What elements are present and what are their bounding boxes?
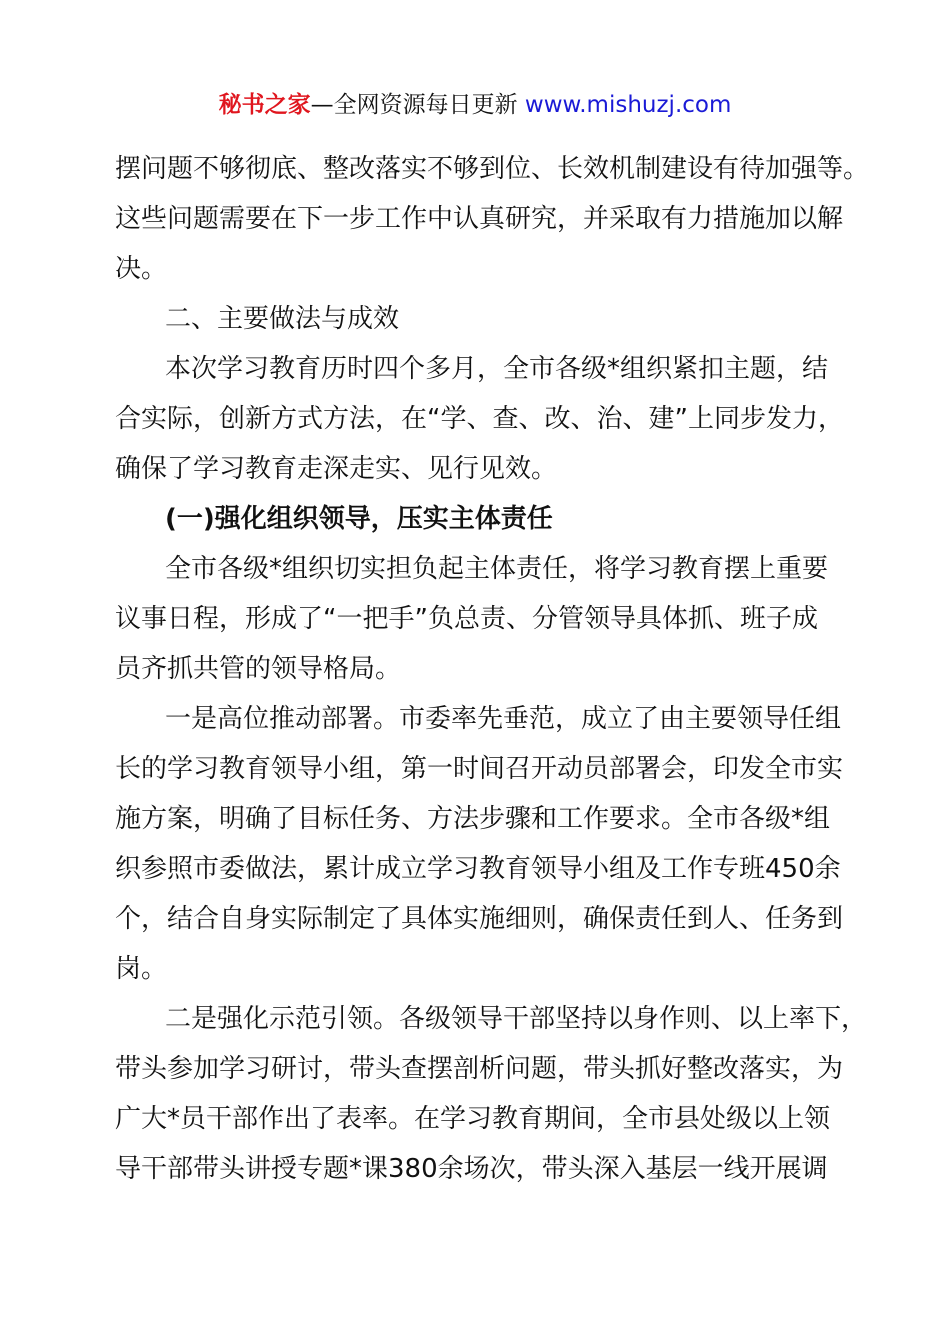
text-line: 一是高位推动部署。市委率先垂范，成立了由主要领导任组 xyxy=(165,704,842,734)
text-line: 施方案，明确了目标任务、方法步骤和工作要求。全市各级*组 xyxy=(115,804,831,834)
text-line: 全市各级*组织切实担负起主体责任，将学习教育摆上重要 xyxy=(165,554,829,584)
text-line: 广大*员干部作出了表率。在学习教育期间，全市县处级以上领 xyxy=(115,1104,831,1134)
section-heading: 二、主要做法与成效 xyxy=(165,304,400,334)
text-line: 决。 xyxy=(115,254,168,284)
text-line: 长的学习教育领导小组，第一时间召开动员部署会，印发全市实 xyxy=(115,754,844,784)
header-tagline: —全网资源每日更新 xyxy=(310,92,525,118)
text-line: 岗。 xyxy=(115,954,168,984)
text-line: 议事日程，形成了“一把手”负总责、分管领导具体抓、班子成 xyxy=(115,604,818,634)
text-line: 合实际，创新方式方法，在“学、查、改、治、建”上同步发力， xyxy=(115,404,844,434)
text-line: 二是强化示范引领。各级领导干部坚持以身作则、以上率下， xyxy=(165,1004,868,1034)
document-body xyxy=(115,144,870,1194)
text-line: 摆问题不够彻底、整改落实不够到位、长效机制建设有待加强等。 xyxy=(115,154,870,184)
page-header xyxy=(0,88,950,122)
text-line: 织参照市委做法，累计成立学习教育领导小组及工作专班450余 xyxy=(115,854,841,884)
text-line: 带头参加学习研讨，带头查摆剖析问题，带头抓好整改落实，为 xyxy=(115,1054,844,1084)
brand-name: 秘书之家 xyxy=(218,92,311,118)
text-line: 个，结合自身实际制定了具体实施细则，确保责任到人、任务到 xyxy=(115,904,844,934)
text-line: 员齐抓共管的领导格局。 xyxy=(115,654,402,684)
website-link[interactable]: www.mishuzj.com xyxy=(524,92,732,118)
text-line: 确保了学习教育走深走实、见行见效。 xyxy=(115,454,558,484)
subsection-heading: (一)强化组织领导，压实主体责任 xyxy=(165,504,553,534)
text-line: 导干部带头讲授专题*课380余场次，带头深入基层一线开展调 xyxy=(115,1154,828,1184)
text-line: 这些问题需要在下一步工作中认真研究，并采取有力措施加以解 xyxy=(115,204,844,234)
text-line: 本次学习教育历时四个多月，全市各级*组织紧扣主题，结 xyxy=(165,354,829,384)
